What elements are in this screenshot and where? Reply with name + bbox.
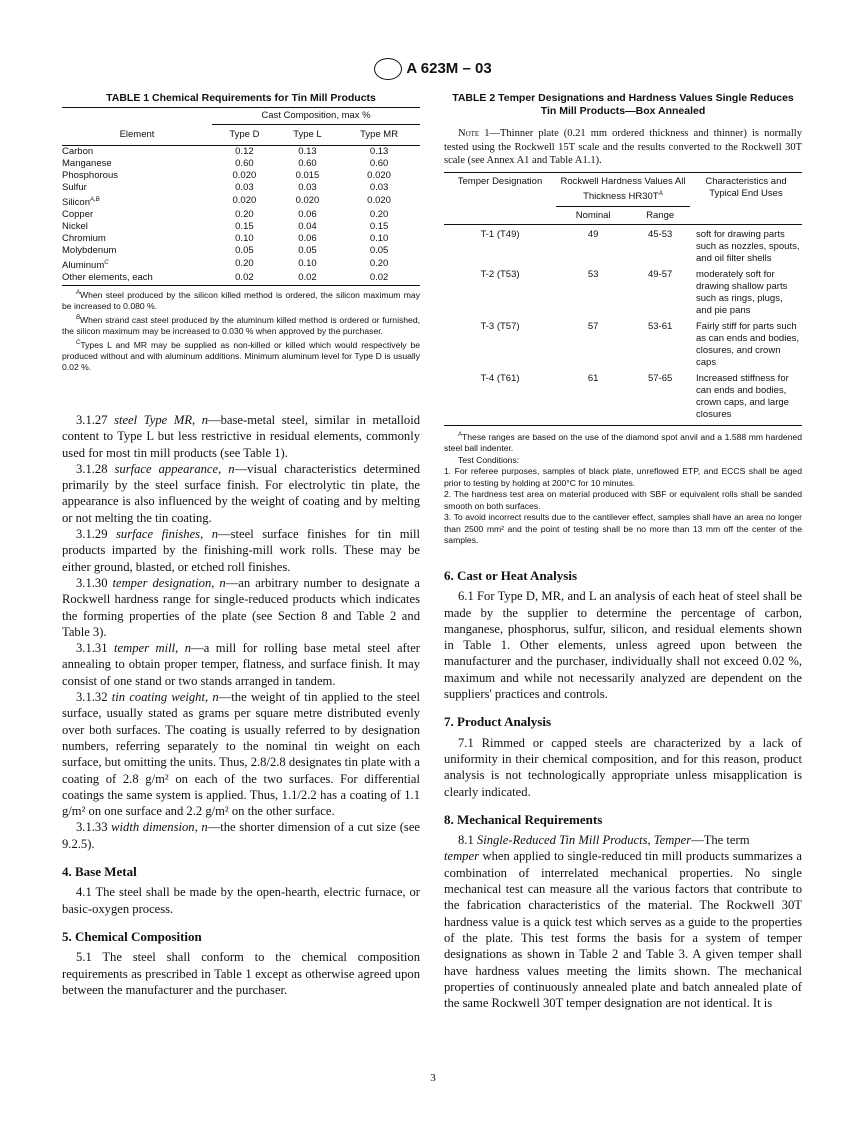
table-cell: Nickel — [62, 220, 88, 232]
table-cell: Aluminum$^C$ — [62, 259, 109, 271]
definition-number: 3.1.28 — [76, 461, 115, 476]
definition-text: —steel surface finishes for tin mill products imparted by the finishing-mill work rolls. These may be either ground, blasted, or etched roll finishes. — [62, 527, 421, 574]
table-cell: Manganese — [62, 157, 112, 169]
footnote-text: When steel produced by the silicon killed method is ordered, the silicon maximum may be increased to 0.080 %. — [62, 289, 420, 312]
section-5-title: 5. Chemical Composition — [62, 928, 202, 944]
table-cell: 0.03 — [298, 181, 317, 193]
table-cell: 0.03 — [369, 181, 389, 193]
table-row — [62, 145, 420, 158]
section-5-paragraph: 5.1 The steel shall conform to the chemical composition requirements as prescribed in Table 1 except as otherwise agreed upon between the manufacturer and the purchaser. — [62, 950, 420, 997]
nominal-cell: 53 — [587, 268, 599, 280]
section-6-title: 6. Cast or Heat Analysis — [444, 568, 578, 583]
section-8-paragraph: 8.1 Single-Reduced Tin Mill Products, Temper—The term temper when applied to single-reduced tin mill products summarizes a combination of interrelated mechanical properties. No single mechanical test can measure all the various factors that contribute to the fabrication characteristics of the material. The Rockwell 30T hardness value is a quick test which serves as a guide to the properties of the plate. This test forms the basis for a system of temper designations as shown in Table 2 and Table 3. A given temper shall have hardness values meeting the limits shown. The mechanical properties of continuously annealed plate and batch annealed plate of the same Rockwell 30T temper designation are not identical. It is — [444, 833, 802, 1011]
definition-text: —the weight of tin applied to the steel surface, usually stated as grams per square metre distributed evenly over both surfaces. The coating is usually referred to by designation numbers, referring separately to the nominal tin weight on each surface, but omitting the units. Thus, 2.8/2.8 designates tin plate with a coating of 2.8 g/m² on each of the two surfaces. For differential coatings the same system is applied. Thus, 1.1/2.2 has a coating of 1.1 g/m² on one surface and 2.2 g/m² on the other surface. — [62, 690, 420, 819]
table2-sub-nominal: Nominal — [556, 206, 630, 224]
definition-term: tin coating weight — [111, 690, 205, 705]
table-cell: 0.20 — [369, 258, 389, 270]
test-condition: 2. The hardness test area on material produced with SBF or equivalent rolls shall be sanded smooth on both surfaces. — [444, 489, 802, 511]
definition-number: 3.1.33 — [76, 820, 112, 835]
noun-mark: n — [212, 690, 219, 705]
table1-block — [62, 92, 420, 374]
range-cell: 53-61 — [647, 320, 673, 332]
table-cell: 0.020 — [232, 195, 257, 207]
table-cell: 0.12 — [235, 145, 254, 157]
footnote-ref: C — [104, 259, 109, 266]
table-cell: Silicon$^{A,B}$ — [62, 196, 100, 208]
comma: , — [175, 641, 185, 656]
table1-rule — [62, 285, 420, 286]
footnote-mark: B — [76, 314, 81, 321]
table-row — [62, 182, 420, 194]
table1-col-header: Element — [119, 128, 155, 140]
note-label: Note 1 — [458, 128, 490, 139]
table-cell: Molybdenum — [62, 244, 117, 256]
table1-col-header: Type MR — [360, 128, 399, 140]
table-cell: 0.10 — [298, 258, 317, 270]
table1-caption: TABLE 1 Chemical Requirements for Tin Mill Products — [106, 92, 376, 104]
section-6-paragraph: 6.1 For Type D, MR, and L an analysis of each heat of steel shall be made by the supplier to determine the percentage of carbon, manganese, phosphorus, sulfur, silicon, and residual elements shown in Table 1. Other elements, unless agreed upon between the manufacturer and the purchaser, individually shall not exceed 0.02 %, maximum and while not necessarily analyzed are dependent on the suppliers' practices and controls. — [444, 589, 802, 702]
uses-cell: Fairly stiff for parts such as can ends and bodies, closures, and crown caps — [696, 320, 799, 368]
page-header — [0, 58, 866, 80]
table1-footnote — [62, 338, 420, 374]
temper-cell: T-4 (T61) — [480, 372, 520, 384]
table-cell: 0.02 — [369, 271, 389, 283]
table-cell: 0.13 — [298, 145, 317, 157]
table2-footnotes: $^A$These ranges are based on the use of the diamond spot anvil and a 1.588 mm hardened steel ball indenter. Test Conditions: 1. For referee purposes, samples of black plate, unreflowed ETP, and ECCS shall be aged prior to testing by holding at 200°C for 10 minutes. 2. The hardness test area on material produced with SBF or equivalent rolls shall be sanded smooth on both surfaces. 3. To avoid incorrect results due to the cantilever effect, samples shall have an area no longer than 2500 mm² and the point of testing shall be no more than 13 mm off the center of the samples. — [444, 431, 802, 546]
section-4-title: 4. Base Metal — [62, 864, 137, 880]
table-cell: 0.05 — [298, 244, 317, 256]
table2-note — [444, 127, 802, 168]
table-cell: Sulfur — [62, 181, 87, 193]
definition-number: 3.1.27 — [76, 413, 115, 427]
definition-number: 3.1.31 — [76, 641, 115, 656]
comma: , — [194, 820, 202, 835]
noun-mark: n — [211, 527, 219, 542]
table1-col-header: Type D — [229, 128, 260, 140]
table-cell: 0.06 — [298, 232, 317, 244]
definition-number: 3.1.32 — [76, 690, 112, 705]
table-row — [62, 170, 420, 182]
table-row — [444, 371, 802, 423]
definition-term: width dimension — [111, 820, 195, 835]
uses-cell: moderately soft for drawing shallow parts such as rings, plugs, and pie pans — [696, 268, 788, 316]
table-cell: 0.20 — [235, 258, 254, 270]
table1-footnote — [62, 288, 420, 313]
astm-logo-icon — [374, 58, 402, 80]
footnote-ref: A,B — [90, 196, 100, 203]
definition-term: surface appearance — [114, 461, 219, 476]
table-row — [62, 245, 420, 257]
noun-mark: n — [228, 461, 235, 476]
table-row — [444, 267, 802, 319]
table-cell: 0.04 — [298, 220, 317, 232]
definition-number: 3.1.29 — [76, 527, 116, 542]
table2-sub-range: Range — [630, 206, 690, 224]
table-cell: Chromium — [62, 232, 106, 244]
nominal-cell: 57 — [587, 320, 599, 332]
left-column-body — [62, 412, 420, 998]
noun-mark: n — [184, 641, 192, 656]
uses-cell: Increased stiffness for can ends and bodies, crown caps, and large closures — [696, 372, 789, 420]
table-row — [62, 194, 420, 209]
table-row — [62, 221, 420, 233]
nominal-cell: 61 — [587, 372, 599, 384]
definition-term: steel Type MR — [114, 413, 193, 427]
table-cell: 0.15 — [235, 220, 254, 232]
table-cell: 0.10 — [235, 232, 254, 244]
footnote-text: Types L and MR may be supplied as non-killed or killed which would respectively be produced without and with aluminum additions. Minimum aluminum level for Type D is usually 0.02 %. — [62, 339, 420, 373]
table-cell: 0.03 — [235, 181, 254, 193]
note-text: —Thinner plate (0.21 mm ordered thickness and thinner) is normally tested using the Rockwell 15T scale and the results converted to the Rockwell 30T scale (see Annex A1 and Table A1.1). — [444, 128, 802, 166]
table1-footnotes — [62, 288, 420, 374]
table-cell: 0.020 — [295, 195, 320, 207]
definition-3.1.31 — [62, 640, 420, 689]
footnote-text: When strand cast steel produced by the aluminum killed method is ordered or furnished, the silicon maximum may be increased to 0.030 % when approved by the purchaser. — [62, 314, 420, 337]
noun-mark: n — [219, 575, 226, 590]
right-column-body — [444, 568, 802, 1011]
temper-cell: T-3 (T57) — [480, 320, 520, 332]
test-condition: 3. To avoid incorrect results due to the cantilever effect, samples shall have an area no longer than 2500 mm² and the point of testing shall be no more than 13 mm off the center of the samples. — [444, 512, 802, 546]
table-row — [62, 209, 420, 221]
comma: , — [211, 575, 220, 590]
table-cell: 0.05 — [235, 244, 254, 256]
definition-text: —visual characteristics determined primarily by the steel surface finish. For electrolytic tin plate, the appearance is also influenced by the weight of coating and by melting or not melting the tin coating. — [62, 461, 420, 525]
table-cell: Phosphorous — [62, 169, 118, 181]
page-number: 3 — [430, 1072, 436, 1084]
designation: A 623M – 03 — [406, 59, 492, 77]
noun-mark: n — [201, 413, 209, 427]
table-cell: 0.020 — [367, 169, 391, 181]
table-row — [62, 257, 420, 272]
uses-cell: soft for drawing parts such as nozzles, spouts, and oil filter shells — [696, 228, 800, 264]
table2-col-rockwell: Rockwell Hardness Values All Thickness $HR30T^A$ — [560, 175, 686, 202]
table-row — [62, 233, 420, 245]
test-condition: 1. For referee purposes, samples of black plate, unreflowed ETP, and ECCS shall be aged prior to testing by holding at 200°C for 10 minutes. — [444, 466, 802, 488]
table2 — [444, 172, 802, 423]
table1 — [62, 107, 420, 284]
temper-cell: T-2 (T53) — [480, 268, 520, 280]
table1-footnote — [62, 313, 420, 338]
definition-3.1.28 — [62, 461, 420, 526]
definition-text: —base-metal steel, similar in metalloid content to Type L but less restrictive in residual elements, commonly used for most tin mill products (see Table 1). — [62, 413, 421, 460]
table-cell: 0.15 — [369, 220, 389, 232]
table-cell: 0.60 — [298, 157, 317, 169]
table2-col-char: Characteristics and Typical End Uses — [690, 172, 802, 224]
definition-term: surface finishes — [116, 527, 201, 542]
definition-text: —a mill for rolling base metal steel after annealing to obtain proper temper, flatness, and surface finish. It may consist of one stand or two stands arranged in tandem. — [62, 641, 421, 688]
temper-cell: T-1 (T49) — [480, 228, 520, 240]
table-cell: 0.020 — [232, 169, 257, 181]
comma: , — [192, 413, 202, 427]
table-cell: 0.05 — [369, 244, 389, 256]
section-4-paragraph: 4.1 The steel shall be made by the open-hearth, electric furnace, or basic-oxygen process. — [62, 885, 420, 916]
table-cell: 0.02 — [235, 271, 254, 283]
table-cell: 0.06 — [298, 208, 317, 220]
table-cell: 0.60 — [235, 157, 254, 169]
table2-block — [444, 92, 802, 547]
section-7-paragraph: 7.1 Rimmed or capped steels are characterized by a lack of uniformity in their chemical composition, and for this reason, product analysis is not technologically appropriate unless misapplication is clearly indicated. — [444, 735, 802, 799]
definition-term: temper designation — [112, 575, 212, 590]
range-cell: 45-53 — [647, 228, 673, 240]
comma: , — [204, 690, 213, 705]
table-cell: 0.13 — [369, 145, 389, 157]
table1-group-header: Cast Composition, max % — [212, 108, 420, 125]
table-cell: 0.60 — [369, 157, 389, 169]
definition-term: temper mill — [114, 641, 176, 656]
table-cell: Copper — [62, 208, 94, 220]
table-cell: Other elements, each — [62, 271, 153, 283]
table-cell: 0.20 — [235, 208, 254, 220]
table-row — [444, 319, 802, 371]
footnote-mark: C — [76, 339, 81, 346]
table1-col-header: Type L — [293, 128, 322, 140]
table2-col-temper: Temper Designation — [444, 172, 556, 224]
table-cell: 0.020 — [367, 195, 391, 207]
table2-rule — [444, 425, 802, 426]
noun-mark: n — [201, 820, 208, 835]
definition-text: —an arbitrary number to designate a Rockwell hardness range for single-reduced products which indicates the forming properties of the plate (see Section 8 and Table 2 and Table 3). — [62, 575, 420, 639]
table-cell: Carbon — [62, 145, 94, 157]
section-7-title: 7. Product Analysis — [444, 714, 552, 730]
table-cell: 0.02 — [298, 271, 317, 283]
definition-3.1.30 — [62, 575, 420, 640]
footnote-mark: A — [76, 289, 81, 296]
range-cell: 49-57 — [647, 268, 673, 280]
table-row — [62, 158, 420, 170]
table-row — [444, 224, 802, 267]
table-cell: 0.10 — [369, 232, 389, 244]
definition-3.1.27 — [62, 412, 420, 461]
definition-3.1.33 — [62, 819, 420, 852]
definition-number: 3.1.30 — [76, 575, 113, 590]
table-cell: 0.20 — [369, 208, 389, 220]
section-8-title: 8. Mechanical Requirements — [444, 811, 603, 827]
nominal-cell: 49 — [587, 228, 599, 240]
table-row — [62, 272, 420, 284]
table2-caption: TABLE 2 Temper Designations and Hardness Values Single Reduces Tin Mill Products—Box Annealed — [452, 92, 794, 117]
comma: , — [200, 527, 212, 542]
comma: , — [218, 461, 229, 476]
definition-3.1.32 — [62, 689, 420, 819]
table-cell: 0.015 — [295, 169, 320, 181]
definition-text: —the shorter dimension of a cut size (see 9.2.5). — [62, 820, 420, 851]
range-cell: 57-65 — [647, 372, 673, 384]
definition-3.1.29 — [62, 526, 420, 575]
